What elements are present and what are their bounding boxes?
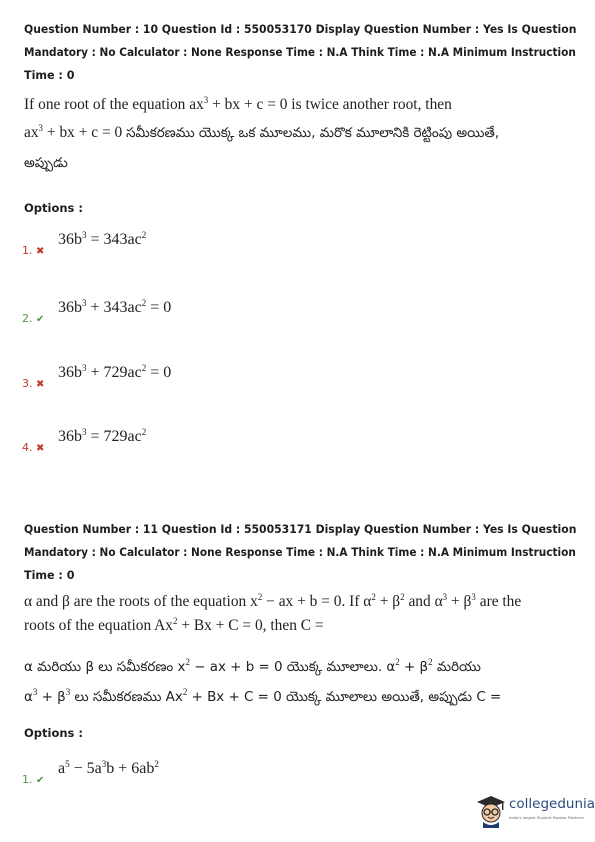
cross-icon: ✖ xyxy=(36,379,45,390)
q10-option-1[interactable] xyxy=(22,231,322,259)
q11-telugu-line2: $\alpha^3 + \beta^3$ లు సమీకరణము $Ax^2 + Bx + C = 0$ యొక్క మూలాలు అయితే, అప్పుడు C = xyxy=(24,687,502,705)
q11-option-1[interactable] xyxy=(22,760,322,788)
cross-icon: ✖ xyxy=(36,246,45,257)
option-answer: $a^5 - 5a^3b + 6ab^2$ xyxy=(58,759,159,777)
option-number: 2. xyxy=(22,312,33,325)
q11-question-text xyxy=(24,591,579,637)
q10-header-line2: Mandatory : No Calculator : None Response Time : N.A Think Time : N.A Minimum Instruction xyxy=(24,46,576,59)
q11-english-line1: α and β are the roots of the equation $x^2$ − ax + b = 0. If $\alpha^2 + \beta^2$ and $\alpha^3 + \beta^3$ are the xyxy=(24,592,522,610)
q11-options-label: Options : xyxy=(24,726,83,740)
option-number: 3. xyxy=(22,377,33,390)
q11-telugu-line1: α మరియు β లు సమీకరణం $x^2$ − ax + b = 0 యొక్క మూలాలు. $\alpha^2 + \beta^2$ మరియు xyxy=(24,657,481,675)
q10-option-2[interactable] xyxy=(22,299,322,327)
option-number: 1. xyxy=(22,244,33,257)
check-icon: ✔ xyxy=(36,775,45,786)
q10-header xyxy=(24,18,579,87)
option-answer: $36b^3 = 343ac^2$ xyxy=(58,230,147,248)
check-icon: ✔ xyxy=(36,314,45,325)
option-answer: $36b^3 + 343ac^2 = 0$ xyxy=(58,298,172,316)
option-answer: $36b^3 + 729ac^2 = 0$ xyxy=(58,363,172,381)
q10-header-line1: Question Number : 10 Question Id : 550053170 Display Question Number : Yes Is Question xyxy=(24,23,577,36)
q10-question-text xyxy=(24,94,579,174)
q11-header-line3: Time : 0 xyxy=(24,569,75,582)
graduate-mascot-icon xyxy=(475,794,507,828)
q10-option-4[interactable] xyxy=(22,428,322,456)
cross-icon: ✖ xyxy=(36,443,45,454)
q10-telugu-line1: $ax^3$ + bx + c = 0 సమీకరణము యొక్క ఒక మూలము, మరొక మూలానికి రెట్టింపు అయితే, xyxy=(24,123,500,141)
q11-header xyxy=(24,518,579,587)
option-answer: $36b^3 = 729ac^2$ xyxy=(58,427,147,445)
q11-telugu-text xyxy=(24,652,579,712)
collegedunia-logo xyxy=(475,794,595,828)
logo-name: collegedunia xyxy=(509,796,595,812)
q10-english-line: If one root of the equation $ax^3$ + bx + c = 0 is twice another root, then xyxy=(24,95,452,113)
option-number: 4. xyxy=(22,441,33,454)
q10-header-line3: Time : 0 xyxy=(24,69,75,82)
q10-telugu-line2: అప్పుడు xyxy=(24,155,68,171)
q10-option-3[interactable] xyxy=(22,364,322,392)
q10-options-label: Options : xyxy=(24,201,83,215)
logo-tagline: India's largest Student Review Platform xyxy=(509,815,584,820)
option-number: 1. xyxy=(22,773,33,786)
q11-header-line1: Question Number : 11 Question Id : 550053171 Display Question Number : Yes Is Question xyxy=(24,523,577,536)
q11-header-line2: Mandatory : No Calculator : None Response Time : N.A Think Time : N.A Minimum Instruction xyxy=(24,546,576,559)
q11-english-line2: roots of the equation $Ax^2 + Bx + C = 0$, then C = xyxy=(24,616,324,634)
